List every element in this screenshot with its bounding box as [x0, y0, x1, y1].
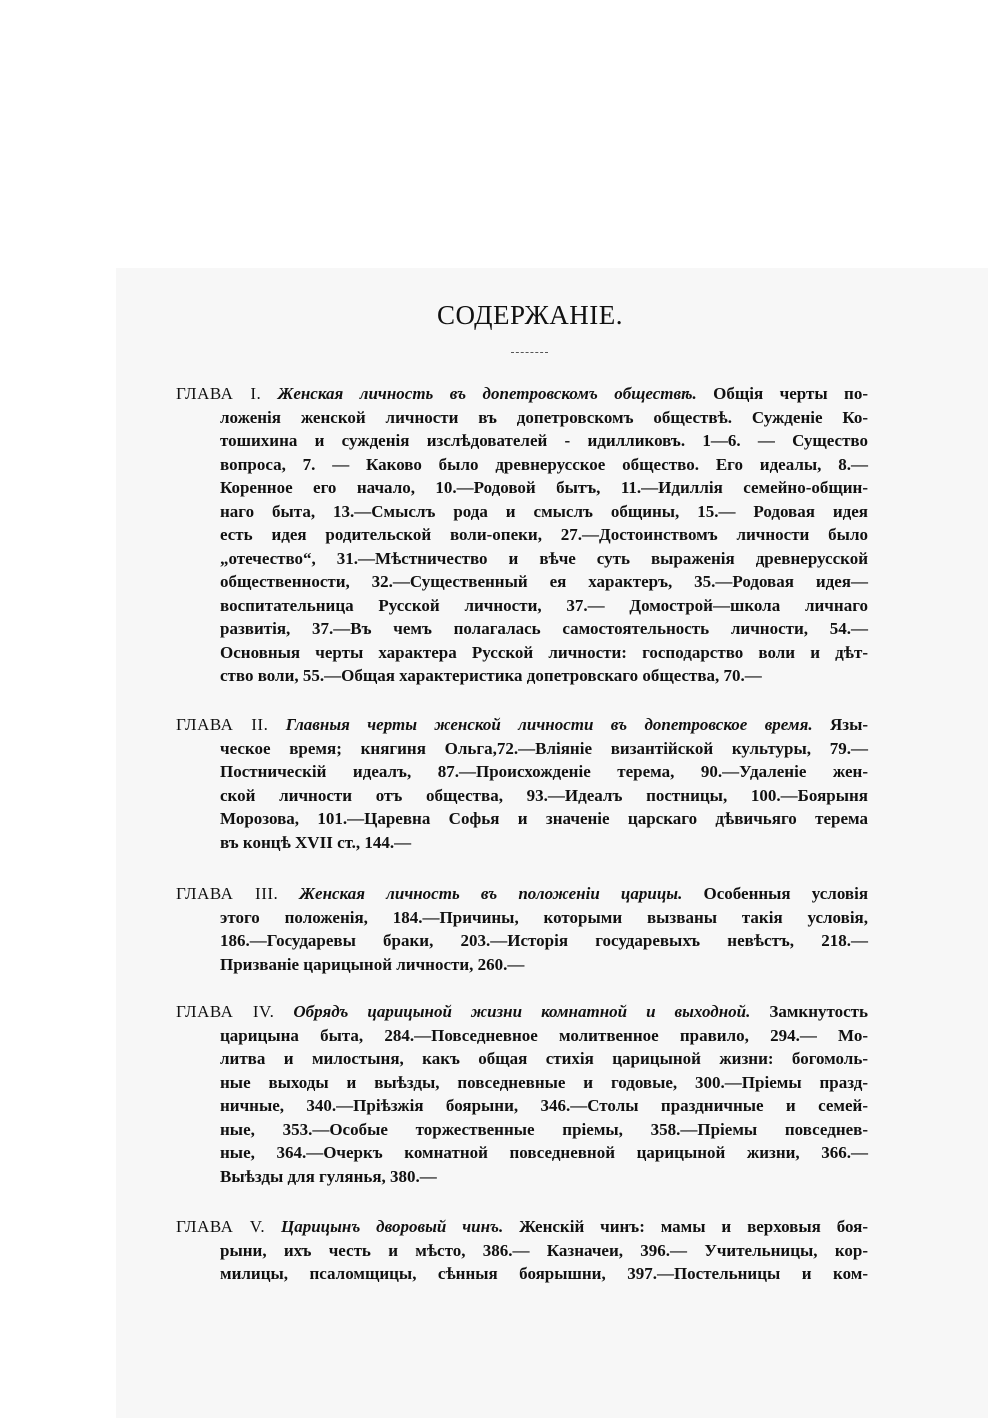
chapter-line: 186.—Государевы браки, 203.—Исторія государевыхъ невѣстъ, 218.— [220, 931, 868, 950]
chapter-line: этого положенія, 184.—Причины, которыми вызваны такія условія, [220, 907, 868, 927]
chapter-line: наго быта, 13.—Смыслъ рода и смыслъ общины, 15.— Родовая идея [220, 501, 868, 521]
chapter-line: Основныя черты характера Русской личности: господарство воли и дѣт- [220, 642, 868, 662]
chapter-line: тошихина и сужденія изслѣдователей - идилликовъ. 1—6. — Существо [220, 431, 868, 450]
chapter-summary-start: Особенныя условія [703, 884, 869, 903]
chapter-first-line [176, 1000, 868, 1024]
chapter-first-line [176, 1215, 868, 1239]
chapter-topic: Царицынъ дворовый чинъ. [280, 1217, 504, 1236]
chapter-2-entry [176, 713, 868, 854]
chapter-line: вопроса, 7. — Каково было древнерусское общество. Его идеалы, 8.— [220, 454, 868, 474]
chapter-first-line [176, 713, 868, 737]
chapter-line: Коренное его начало, 10.—Родовой бытъ, 11.—Идиллія семейно-общин- [220, 478, 868, 497]
chapter-line: царицына быта, 284.—Повседневное молитвенное правило, 294.— Мо- [220, 1025, 868, 1045]
chapter-line: Постническій идеалъ, 87.—Происхожденіе терема, 90.—Удаленіе жен- [220, 762, 868, 781]
chapter-line: ческое время; княгиня Ольга,72.—Вліяніе византійской культуры, 79.— [220, 738, 868, 758]
chapter-line: рыни, ихъ честь и мѣсто, 386.— Казначеи, 396.— Учительницы, кор- [220, 1240, 868, 1260]
chapter-summary-start: Общія черты по- [713, 384, 868, 403]
chapter-line: Выѣзды для гулянья, 380.— [220, 1166, 437, 1186]
chapter-first-line [176, 382, 868, 406]
chapter-line: развитія, 37.—Въ чемъ полагалась самостоятельность личности, 54.— [220, 619, 868, 638]
chapter-line: ничные, 340.—Пріѣзжія боярыни, 346.—Столы праздничные и семей- [220, 1096, 868, 1115]
chapter-line: ложенія женской личности въ допетровскомъ обществѣ. Сужденіе Ко- [220, 407, 868, 427]
chapter-topic: Женская личность въ положеніи царицы. [299, 884, 683, 903]
chapter-line: Морозова, 101.—Царевна Софья и значеніе царскаго дѣвичьяго терема [220, 809, 868, 828]
chapter-line: литва и милостыня, какъ общая стихія царицыной жизни: богомоль- [220, 1049, 868, 1068]
chapter-line: общественности, 32.—Существенный ея характеръ, 35.—Родовая идея— [220, 572, 868, 591]
chapter-3-entry [176, 882, 868, 976]
chapter-line: есть идея родительской воли-опеки, 27.—Достоинствомъ личности было [220, 525, 868, 544]
chapter-line: воспитательница Русской личности, 37.— Домострой—школа личнаго [220, 595, 868, 615]
chapter-1-entry [176, 382, 868, 688]
chapter-summary-start: Замкнутость [769, 1002, 869, 1021]
chapter-line: ные, 353.—Особые торжественные пріемы, 358.—Пріемы повседнев- [220, 1119, 868, 1139]
chapter-topic: Женская личность въ допетровскомъ обществѣ. [277, 384, 697, 403]
chapter-label: ГЛАВА II. [176, 715, 269, 734]
chapter-line: ской личности отъ общества, 93.—Идеалъ постницы, 100.—Боярыня [220, 785, 868, 805]
chapter-line: „отечество“, 31.—Мѣстничество и вѣче суть выраженія древнерусской [220, 548, 868, 568]
chapter-first-line [176, 882, 868, 906]
chapter-summary-start: Язы- [829, 715, 869, 734]
chapter-topic: Главныя черты женской личности въ допетровское время. [285, 715, 813, 734]
chapter-line: милицы, псаломщицы, сѣнныя боярышни, 397.—Постельницы и ком- [220, 1264, 868, 1283]
chapter-label: ГЛАВА V. [176, 1217, 266, 1236]
chapter-summary-start: Женскій чинъ: мамы и верховыя боя- [519, 1217, 869, 1236]
chapter-line: въ концѣ XVII ст., 144.— [220, 832, 412, 852]
chapter-label: ГЛАВА III. [176, 884, 279, 903]
page-title: СОДЕРЖАНІЕ. [436, 300, 624, 330]
chapter-5-entry [176, 1215, 868, 1286]
chapter-line: Призваніе царицыной личности, 260.— [220, 954, 525, 974]
chapter-label: ГЛАВА I. [176, 384, 262, 403]
chapter-topic: Обрядъ царицыной жизни комнатной и выходной. [293, 1002, 751, 1021]
chapter-line: ные выходы и выѣзды, повседневные и годовые, 300.—Пріемы празд- [220, 1072, 868, 1092]
chapter-label: ГЛАВА IV. [176, 1002, 275, 1021]
title-divider [511, 352, 548, 353]
chapter-line: ные, 364.—Очеркъ комнатной повседневной царицыной жизни, 366.— [220, 1143, 868, 1162]
chapter-4-entry [176, 1000, 868, 1188]
chapter-line: ство воли, 55.—Общая характеристика допетровскаго общества, 70.— [220, 666, 762, 685]
